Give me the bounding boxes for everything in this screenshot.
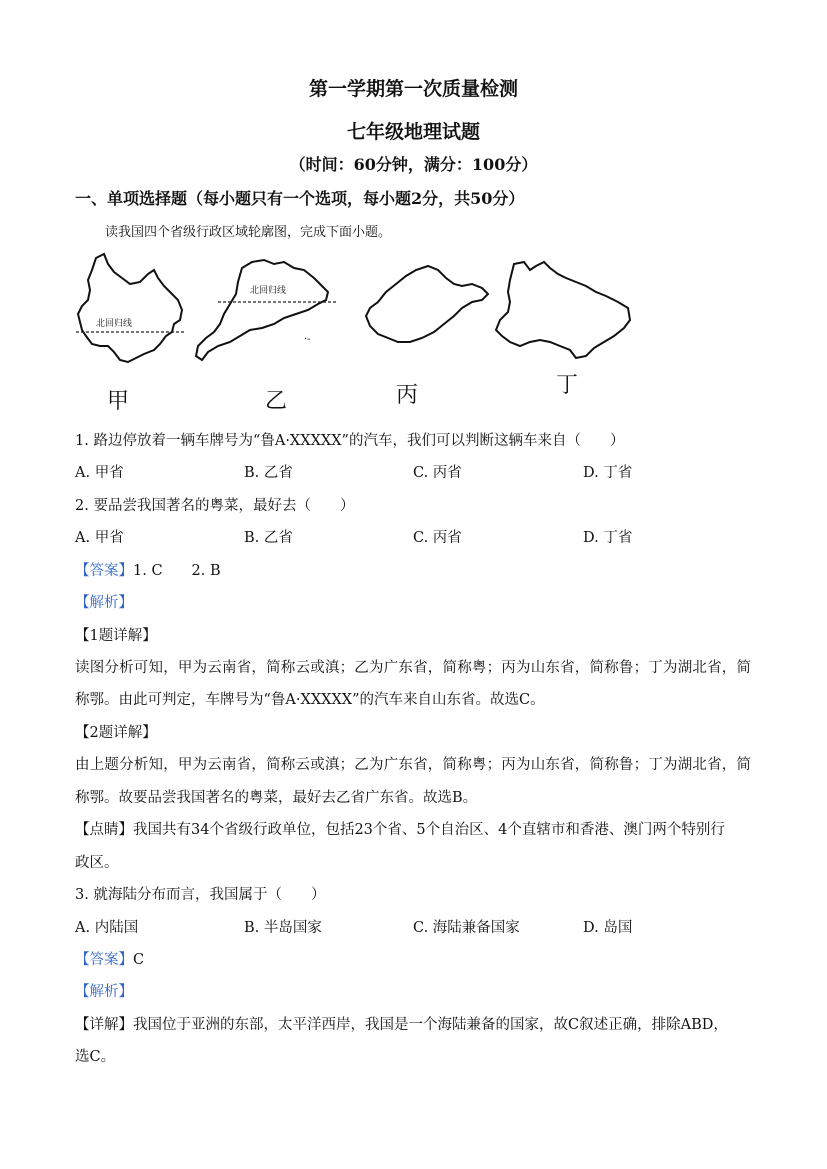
exam-subtitle: 七年级地理试题 bbox=[346, 121, 480, 143]
exam-title: 第一学期第一次质量检测 bbox=[308, 78, 518, 100]
detail-2-tag: 【2题详解】 bbox=[75, 725, 157, 741]
map-label-ding: 丁 bbox=[556, 373, 579, 398]
q3-option-a: A. 内陆国 bbox=[75, 920, 139, 936]
detail-3-line-1 bbox=[75, 1013, 728, 1034]
map-label-jia: 甲 bbox=[107, 389, 130, 414]
q1-option-d: D. 丁省 bbox=[583, 465, 633, 481]
question-1: 1. 路边停放着一辆车牌号为“鲁A·XXXXX”的汽车，我们可以判断这辆车来自（ ） bbox=[75, 433, 625, 449]
q2-option-b: B. 乙省 bbox=[244, 530, 293, 546]
q3-option-d: D. 岛国 bbox=[583, 920, 633, 936]
tip-tag: 【点睛】 bbox=[75, 822, 133, 838]
map-label-yi: 乙 bbox=[265, 389, 288, 414]
detail-2-line-2: 称鄂。故要品尝我国著名的粤菜，最好去乙省广东省。故选B。 bbox=[75, 790, 478, 806]
question-intro: 读我国四个省级行政区域轮廓图，完成下面小题。 bbox=[105, 225, 392, 240]
detail-1-line-2: 称鄂。由此可判定，车牌号为“鲁A·XXXXX”的汽车来自山东省。故选C。 bbox=[75, 692, 545, 708]
q2-option-c: C. 丙省 bbox=[413, 530, 462, 546]
map-ding bbox=[490, 256, 635, 366]
section-heading: 一、单项选择题（每小题只有一个选项，每小题2分，共50分） bbox=[75, 189, 525, 208]
q3-option-c: C. 海陆兼备国家 bbox=[413, 920, 520, 936]
tropic-label: 北回归线 bbox=[96, 319, 133, 329]
answer-value: 1. C 2. B bbox=[133, 563, 221, 579]
map-bing bbox=[358, 262, 493, 352]
detail-3-tag: 【详解】 bbox=[75, 1017, 133, 1033]
map-jia bbox=[74, 250, 189, 375]
analysis-tag: 【解析】 bbox=[75, 595, 133, 611]
q2-option-d: D. 丁省 bbox=[583, 530, 633, 546]
detail-3-text: 我国位于亚洲的东部，太平洋西岸，我国是一个海陆兼备的国家，故C叙述正确，排除ABD， bbox=[133, 1017, 728, 1033]
q1-option-b: B. 乙省 bbox=[244, 465, 293, 481]
tip-line-1 bbox=[75, 818, 725, 839]
question-2: 2. 要品尝我国著名的粤菜，最好去（ ） bbox=[75, 498, 355, 514]
decor-dots: ·- bbox=[304, 334, 311, 345]
q2-option-a: A. 甲省 bbox=[75, 530, 124, 546]
map-yi bbox=[190, 256, 340, 366]
answer-tag: 【答案】 bbox=[75, 952, 133, 968]
q1-option-c: C. 丙省 bbox=[413, 465, 462, 481]
answer-line-1-2 bbox=[75, 559, 221, 580]
q1-option-a: A. 甲省 bbox=[75, 465, 124, 481]
answer-line-3 bbox=[75, 948, 144, 969]
q3-option-b: B. 半岛国家 bbox=[244, 920, 322, 936]
tropic-label: 北回归线 bbox=[250, 286, 287, 296]
detail-1-tag: 【1题详解】 bbox=[75, 628, 157, 644]
answer-tag: 【答案】 bbox=[75, 563, 133, 579]
answer-value: C bbox=[133, 952, 145, 968]
tip-text: 我国共有34个省级行政单位，包括23个省、5个自治区、4个直辖市和香港、澳门两个特别行 bbox=[133, 822, 725, 838]
analysis-tag: 【解析】 bbox=[75, 984, 133, 1000]
detail-3-line-2: 选C。 bbox=[75, 1049, 116, 1065]
question-3: 3. 就海陆分布而言，我国属于（ ） bbox=[75, 887, 326, 903]
tip-line-2: 政区。 bbox=[75, 855, 119, 871]
detail-2-line-1: 由上题分析知，甲为云南省，简称云或滇；乙为广东省，简称粤；丙为山东省，简称鲁；丁为湖北省，简 bbox=[75, 757, 752, 773]
detail-1-line-1: 读图分析可知，甲为云南省，简称云或滇；乙为广东省，简称粤；丙为山东省，简称鲁；丁为湖北省，简 bbox=[75, 660, 752, 676]
exam-time-info: （时间：60分钟，满分：100分） bbox=[289, 155, 538, 174]
map-label-bing: 丙 bbox=[396, 383, 419, 408]
